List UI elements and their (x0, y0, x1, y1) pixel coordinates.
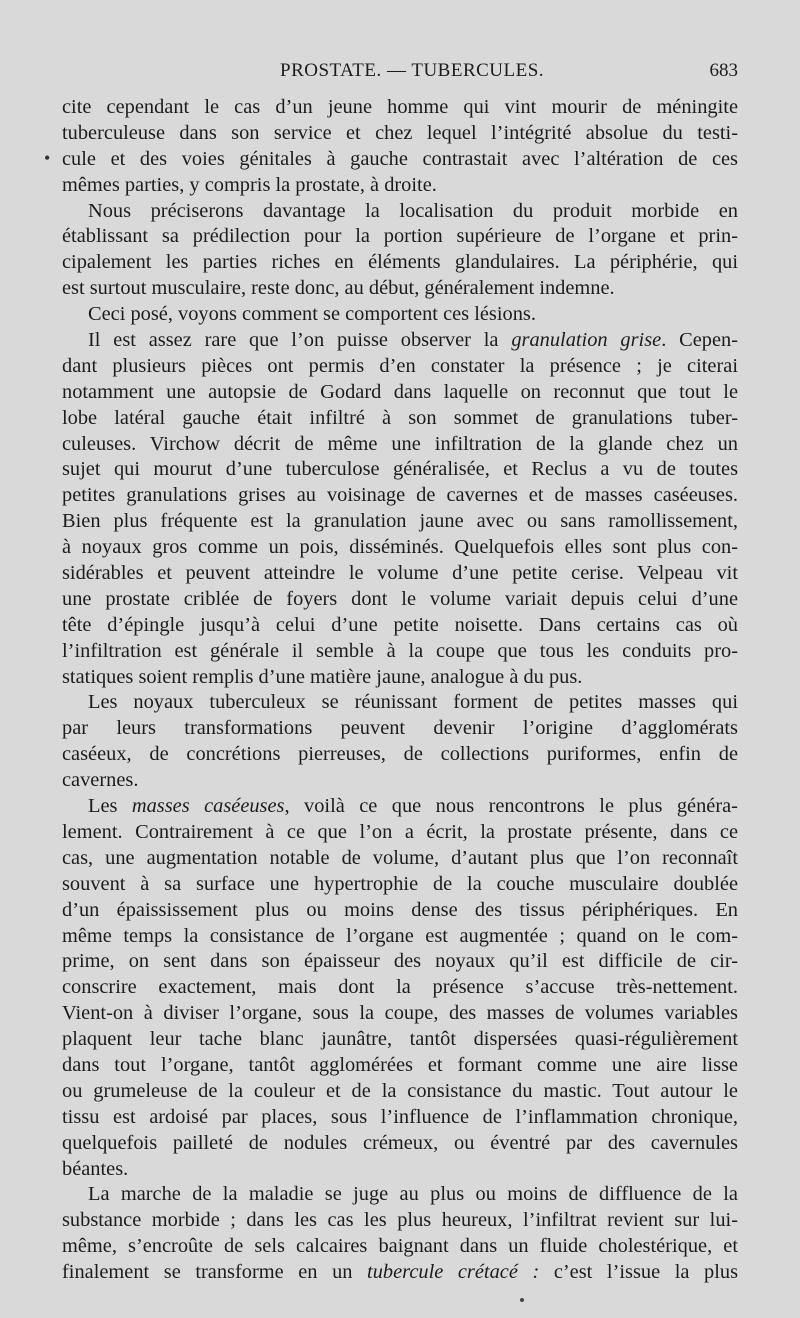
italic-term: granulation grise (511, 329, 662, 352)
text-line (62, 199, 738, 225)
text-line (62, 872, 738, 898)
text-line (62, 1131, 738, 1157)
text-line (62, 794, 738, 820)
text-line (62, 95, 738, 121)
page-number: 683 (709, 60, 738, 81)
text-line (62, 328, 738, 354)
line-text: Bien plus fréquente est la granulation jaune avec ou sans ramollissement, (62, 510, 738, 533)
text-line (62, 354, 738, 380)
stray-dot (520, 1298, 524, 1302)
text-line (62, 483, 738, 509)
text-line (62, 639, 738, 665)
line-text-tail: . Cepen- (661, 329, 738, 352)
line-text: cas, une augmentation notable de volume, d’autant plus que l’on reconnaît (62, 846, 738, 869)
running-header (62, 60, 738, 88)
line-text: même, s’encroûte de sels calcaires baignant dans un fluide cholestérique, et (62, 1235, 738, 1258)
text-line (62, 690, 738, 716)
line-text: sujet qui mourut d’une tuberculose généralisée, et Reclus a vu de toutes (62, 458, 738, 481)
text-line (62, 665, 738, 691)
text-line (62, 1053, 738, 1079)
text-line (62, 561, 738, 587)
text-line (62, 1027, 738, 1053)
text-line (62, 587, 738, 613)
text-line (62, 1105, 738, 1131)
text-line (62, 224, 738, 250)
line-text: Vient-on à diviser l’organe, sous la coupe, des masses de volumes variables (62, 1002, 738, 1025)
line-text: cule et des voies génitales à gauche contrastait avec l’altération de ces (62, 147, 738, 170)
line-text: lement. Contrairement à ce que l’on a écrit, la prostate présente, dans ce (62, 820, 738, 843)
line-text: statiques soient remplis d’une matière jaune, analogue à du pus. (62, 665, 583, 688)
text-line (62, 173, 738, 199)
line-text-tail: , voilà ce que nous rencontrons le plus généra- (284, 795, 738, 818)
text-line (62, 302, 738, 328)
line-text: petites granulations grises au voisinage de cavernes et de masses caséeuses. (62, 484, 738, 507)
line-text: finalement se transforme en un (62, 1261, 368, 1284)
line-text: mêmes parties, y compris la prostate, à droite. (62, 173, 437, 196)
line-text: Il est assez rare que l’on puisse observer la (88, 329, 512, 352)
line-text: Les (88, 795, 132, 818)
italic-term: tubercule crétacé : (367, 1261, 540, 1284)
line-text: une prostate criblée de foyers dont le volume variait depuis celui d’une (62, 587, 738, 610)
line-text: sidérables et peuvent atteindre le volume d’une petite cerise. Velpeau vit (62, 562, 738, 585)
line-text: notamment une autopsie de Godard dans laquelle on reconnut que tout le (62, 380, 738, 403)
line-text: béantes. (62, 1157, 129, 1180)
line-text: substance morbide ; dans les cas les plus heureux, l’infiltrat revient sur lui- (62, 1209, 738, 1232)
line-text: tissu est ardoisé par places, sous l’influence de l’inflammation chronique, (62, 1105, 738, 1128)
text-line (62, 924, 738, 950)
text-line (62, 1182, 738, 1208)
text-line (62, 1260, 738, 1286)
text-line (62, 509, 738, 535)
text-line (62, 121, 738, 147)
margin-mark: • (44, 148, 51, 168)
line-text: quelquefois pailleté de nodules crémeux, ou éventré par des cavernules (62, 1131, 738, 1154)
text-line (62, 768, 738, 794)
text-line (62, 742, 738, 768)
line-text-tail: c’est l’issue la plus (539, 1261, 738, 1284)
text-line (62, 457, 738, 483)
line-text: La marche de la maladie se juge au plus ou moins de diffluence de la (88, 1183, 738, 1206)
text-line (62, 613, 738, 639)
text-line (62, 250, 738, 276)
text-line (62, 949, 738, 975)
line-text: à noyaux gros comme un pois, disséminés. Quelquefois elles sont plus con- (62, 536, 738, 559)
line-text: souvent à sa surface une hypertrophie de la couche musculaire doublée (62, 872, 738, 895)
line-text: cavernes. (62, 769, 139, 792)
line-text: Nous préciserons davantage la localisation du produit morbide en (88, 199, 738, 222)
text-line (62, 1157, 738, 1183)
line-text: prime, on sent dans son épaisseur des noyaux qu’il est difficile de cir- (62, 950, 738, 973)
line-text: culeuses. Virchow décrit de même une infiltration de la glande chez un (62, 432, 738, 455)
text-line (62, 846, 738, 872)
line-text: dans tout l’organe, tantôt agglomérées et formant comme une aire lisse (62, 1053, 738, 1076)
text-line (62, 147, 738, 173)
line-text: dant plusieurs pièces ont permis d’en constater la présence ; je citerai (62, 354, 738, 377)
text-line (62, 406, 738, 432)
line-text: lobe latéral gauche était infiltré à son sommet de granulations tuber- (62, 406, 738, 429)
text-line (62, 716, 738, 742)
line-text: conscrire exactement, mais dont la présence s’accuse très-nettement. (62, 976, 738, 999)
line-text: plaquent leur tache blanc jaunâtre, tantôt dispersées quasi-régulièrement (62, 1028, 738, 1051)
line-text: Les noyaux tuberculeux se réunissant forment de petites masses qui (88, 691, 738, 714)
line-text: cite cependant le cas d’un jeune homme qui vint mourir de méningite (62, 96, 738, 118)
line-text: caséeux, de concrétions pierreuses, de collections puriformes, enfin de (62, 743, 738, 766)
line-text: cipalement les parties riches en éléments glandulaires. La périphérie, qui (62, 251, 738, 274)
text-line (62, 1208, 738, 1234)
line-text: tuberculeuse dans son service et chez lequel l’intégrité absolue du testi- (62, 121, 738, 144)
text-line (62, 535, 738, 561)
text-line (62, 432, 738, 458)
text-line (62, 898, 738, 924)
line-text: d’un épaississement plus ou moins dense des tissus périphériques. En (62, 898, 738, 921)
text-line (62, 975, 738, 1001)
line-text: établissant sa prédilection pour la portion supérieure de l’organe et prin- (62, 225, 738, 248)
text-line (62, 276, 738, 302)
line-text: Ceci posé, voyons comment se comportent ces lésions. (88, 303, 536, 326)
body-text (62, 95, 738, 1286)
line-text: est surtout musculaire, reste donc, au début, généralement indemne. (62, 277, 615, 300)
text-line (62, 1234, 738, 1260)
text-line (62, 1001, 738, 1027)
line-text: même temps la consistance de l’organe est augmentée ; quand on le com- (62, 924, 738, 947)
text-line (62, 820, 738, 846)
running-title: PROSTATE. — TUBERCULES. (280, 60, 545, 81)
italic-term: masses caséeuses (131, 795, 285, 818)
text-line (62, 1079, 738, 1105)
line-text: par leurs transformations peuvent devenir l’origine d’agglomérats (62, 717, 738, 740)
line-text: ou grumeleuse de la couleur et de la consistance du mastic. Tout autour le (62, 1079, 738, 1102)
line-text: tête d’épingle jusqu’à celui d’une petite noisette. Dans certains cas où (62, 613, 738, 636)
line-text: l’infiltration est générale il semble à la coupe que tous les conduits pro- (62, 639, 738, 662)
text-line (62, 380, 738, 406)
